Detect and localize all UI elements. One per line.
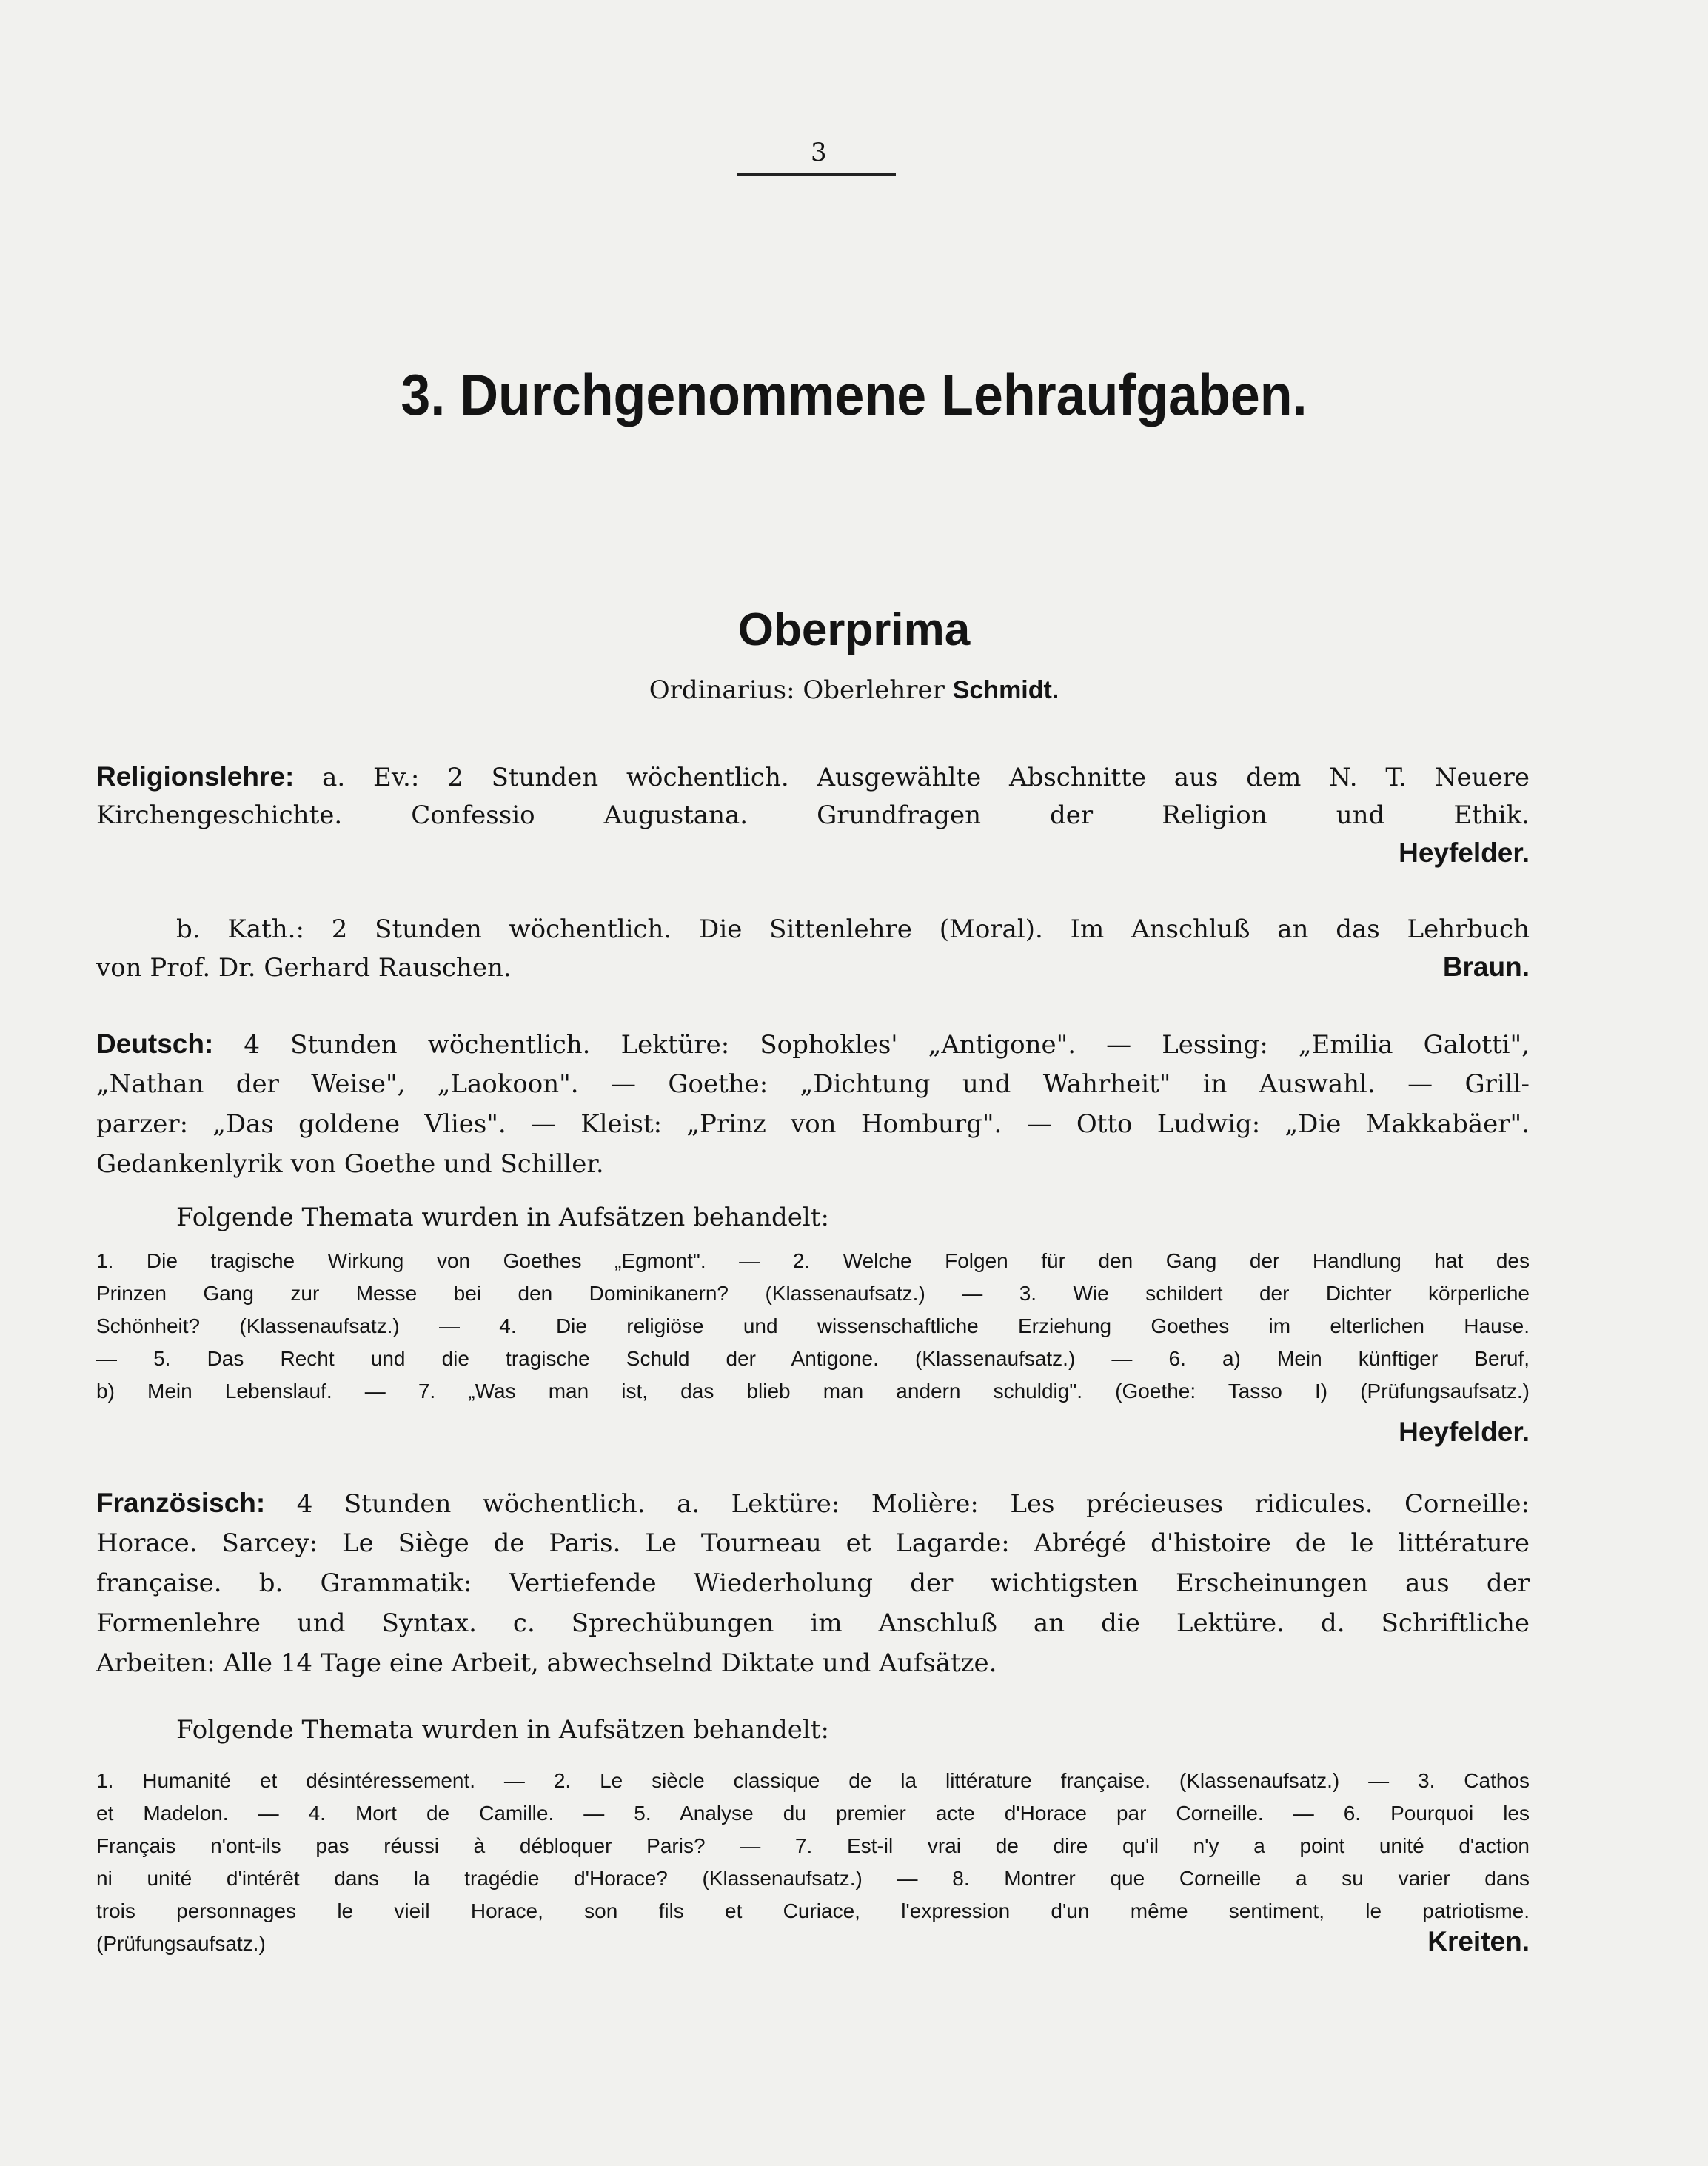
franz-theme-line-1: 1. Humanité et désintéressement. — 2. Le siècle classique de la littérature française. (Klassenaufsatz.) — 3. Cathos [96,1769,1530,1792]
ordinarius-line [0,675,1708,705]
deutsch-theme-line-2: Prinzen Gang zur Messe bei den Dominikanern? (Klassenaufsatz.) — 3. Wie schildert der Dichter körperliche [96,1282,1530,1305]
deutsch-theme-line-3: Schönheit? (Klassenaufsatz.) — 4. Die religiöse und wissenschaftliche Erziehung Goethes im elterlichen Hause. [96,1314,1530,1337]
deutsch-text-line-4: Gedankenlyrik von Goethe und Schiller. [96,1149,604,1179]
franz-line-1 [96,1484,1530,1522]
franz-teacher: Kreiten. [1427,1926,1530,1956]
deutsch-text-line-1: 4 Stunden wöchentlich. Lektüre: Sophokles' „Antigone". — Lessing: „Emilia Galotti", [244,1030,1530,1060]
deutsch-line-1 [96,1025,1530,1063]
religion-kath-teacher: Braun. [1442,952,1530,982]
franz-theme-line-2: et Madelon. — 4. Mort de Camille. — 5. Analyse du premier acte d'Horace par Corneille. — 6. Pourquoi les [96,1802,1530,1825]
deutsch-heading: Deutsch: [96,1029,214,1059]
section-title: 3. Durchgenommene Lehraufgaben. [401,362,1307,427]
franz-theme-line-5: trois personnages le vieil Horace, son fils et Curiace, l'expression d'un même sentiment, le patriotisme. [96,1899,1530,1922]
deutsch-theme-line-4: — 5. Das Recht und die tragische Schuld der Antigone. (Klassenaufsatz.) — 6. a) Mein künftiger Beruf, [96,1347,1530,1370]
deutsch-theme-line-5: b) Mein Lebenslauf. — 7. „Was man ist, das blieb man andern schuldig". (Goethe: Tasso I) (Prüfungsaufsatz.) [96,1380,1530,1403]
franz-theme-line-3: Français n'ont-ils pas réussi à débloquer Paris? — 7. Est-il vrai de dire qu'il n'y a point unité d'action [96,1834,1530,1857]
ordinarius-name: Schmidt. [952,676,1059,704]
religion-ev-teacher: Heyfelder. [1399,838,1530,868]
deutsch-teacher: Heyfelder. [1399,1417,1530,1447]
franz-heading: Französisch: [96,1488,266,1518]
franz-text-line-4: Formenlehre und Syntax. c. Sprechübungen im Anschluß an die Lektüre. d. Schriftliche [96,1608,1530,1638]
religion-ev-line-1: a. Ev.: 2 Stunden wöchentlich. Ausgewählte Abschnitte aus dem N. T. Neuere [322,763,1530,792]
religion-kath-line-1: b. Kath.: 2 Stunden wöchentlich. Die Sittenlehre (Moral). Im Anschluß an das Lehrbuch [176,915,1530,944]
ordinarius-label: Ordinarius: Oberlehrer [649,675,945,705]
franz-text-line-5: Arbeiten: Alle 14 Tage eine Arbeit, abwechselnd Diktate und Aufsätze. [96,1648,997,1678]
franz-theme-line-4: ni unité d'intérêt dans la tragédie d'Horace? (Klassenaufsatz.) — 8. Montrer que Corneille a su varier dans [96,1867,1530,1890]
religion-kath-line-2: von Prof. Dr. Gerhard Rauschen. [96,953,512,983]
franz-text-line-3: française. b. Grammatik: Vertiefende Wiederholung der wichtigsten Erscheinungen aus der [96,1568,1530,1598]
franz-text-line-2: Horace. Sarcey: Le Siège de Paris. Le Tourneau et Lagarde: Abrégé d'histoire de le littérature [96,1528,1530,1558]
deutsch-text-line-3: parzer: „Das goldene Vlies". — Kleist: „Prinz von Homburg". — Otto Ludwig: „Die Makkabäer". [96,1109,1530,1139]
franz-theme-line-6: (Prüfungsaufsatz.) [96,1932,266,1955]
religion-heading: Religionslehre: [96,761,295,792]
deutsch-theme-line-1: 1. Die tragische Wirkung von Goethes „Egmont". — 2. Welche Folgen für den Gang der Handlung hat des [96,1249,1530,1272]
religion-line-1 [96,758,1530,796]
deutsch-themes-intro: Folgende Themata wurden in Aufsätzen behandelt: [176,1203,829,1232]
religion-ev-line-2: Kirchengeschichte. Confessio Augustana. Grundfragen der Religion und Ethik. [96,800,1530,830]
franz-text-line-1: 4 Stunden wöchentlich. a. Lektüre: Molière: Les précieuses ridicules. Corneille: [296,1489,1530,1519]
class-title: Oberprima [737,604,971,655]
page-number: 3 [811,138,827,167]
franz-themes-intro: Folgende Themata wurden in Aufsätzen behandelt: [176,1715,829,1745]
deutsch-text-line-2: „Nathan der Weise", „Laokoon". — Goethe: „Dichtung und Wahrheit" in Auswahl. — Grill- [96,1069,1530,1099]
header-rule [737,173,896,176]
